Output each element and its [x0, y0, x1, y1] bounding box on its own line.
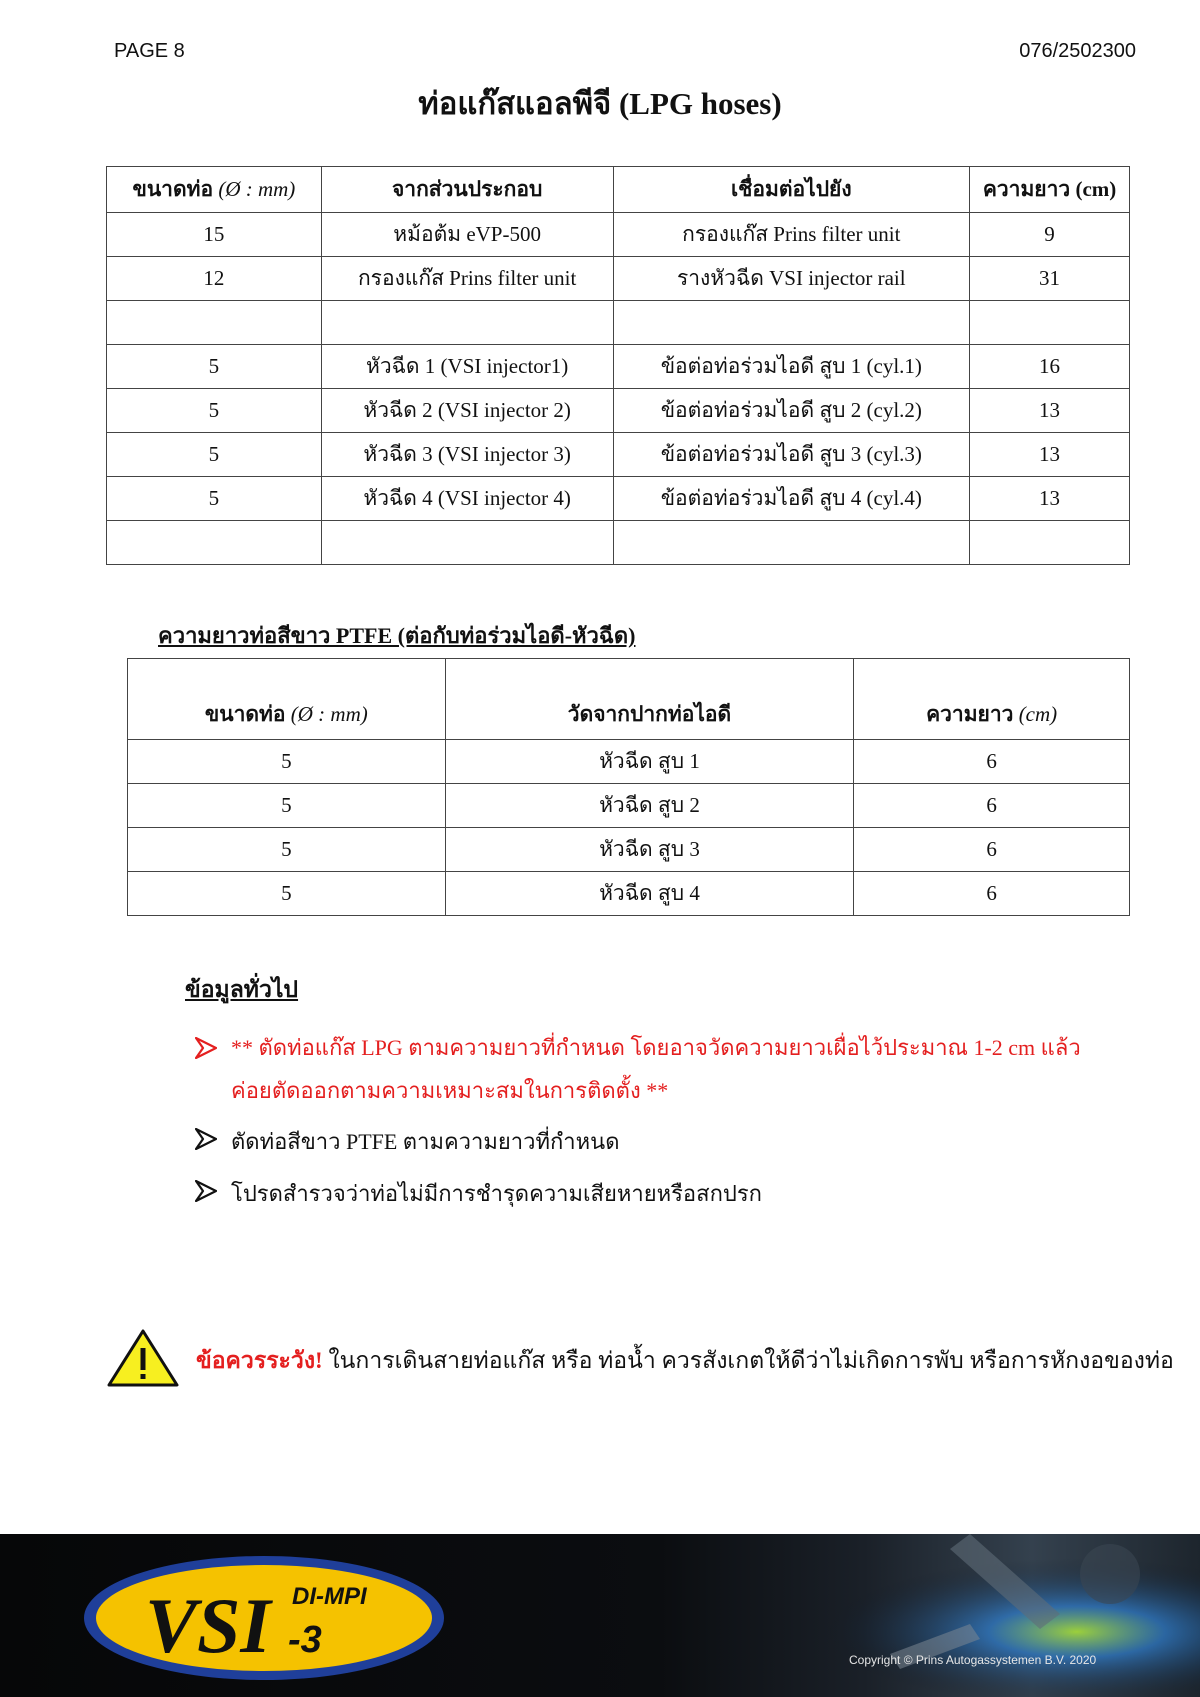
cell-to — [613, 521, 970, 565]
lpg-hoses-table — [106, 166, 1130, 565]
cell-size: 5 — [128, 828, 446, 872]
cell-length: 13 — [970, 477, 1130, 521]
table-row — [107, 257, 1130, 301]
document-number: 076/2502300 — [1019, 40, 1136, 62]
cell-size: 5 — [107, 477, 322, 521]
list-item — [195, 1026, 1095, 1112]
cell-to: รางหัวฉีด VSI injector rail — [613, 257, 970, 301]
cell-length: 6 — [854, 784, 1130, 828]
cell-size — [107, 521, 322, 565]
cell-to: ข้อต่อท่อร่วมไอดี สูบ 1 (cyl.1) — [613, 345, 970, 389]
general-info-title: ข้อมูลทั่วไป — [185, 977, 299, 1002]
page-title: ท่อแก๊สแอลพีจี (LPG hoses) — [418, 86, 782, 121]
footer-banner — [0, 1534, 1200, 1697]
table-row — [107, 213, 1130, 257]
table-row — [128, 784, 1130, 828]
cell-from: หัวฉีด 1 (VSI injector1) — [321, 345, 613, 389]
cell-size: 5 — [107, 345, 322, 389]
cell-from: หม้อต้ม eVP-500 — [321, 213, 613, 257]
cell-from — [321, 301, 613, 345]
cell-size: 5 — [107, 389, 322, 433]
cell-from: หัวฉีด 2 (VSI injector 2) — [321, 389, 613, 433]
arrow-bullet-icon — [195, 1026, 231, 1112]
cell-to: ข้อต่อท่อร่วมไอดี สูบ 2 (cyl.2) — [613, 389, 970, 433]
bullet-text: โปรดสำรวจว่าท่อไม่มีการชำรุดความเสียหายหรือสกปรก — [231, 1181, 762, 1206]
cell-from: กรองแก๊ส Prins filter unit — [321, 257, 613, 301]
cell-measure-from: หัวฉีด สูบ 4 — [445, 872, 854, 916]
header-length: ความยาว (cm) — [854, 659, 1130, 740]
ptfe-section-title: ความยาวท่อสีขาว PTFE (ต่อกับท่อร่วมไอดี-หัวฉีด) — [158, 623, 636, 648]
header-length: ความยาว (cm) — [970, 167, 1130, 213]
cell-size: 15 — [107, 213, 322, 257]
warning-triangle-icon — [106, 1328, 180, 1393]
cell-length: 6 — [854, 828, 1130, 872]
cell-size: 5 — [128, 740, 446, 784]
logo-suffix: -3 — [288, 1619, 322, 1661]
copyright-text: Copyright © Prins Autogassystemen B.V. 2020 — [849, 1653, 1097, 1667]
table-row — [107, 389, 1130, 433]
cell-length: 9 — [970, 213, 1130, 257]
bullet-text: ตัดท่อสีขาว PTFE ตามความยาวที่กำหนด — [231, 1129, 620, 1154]
table-header-row — [128, 659, 1130, 740]
engine-image — [640, 1534, 1200, 1697]
cell-from: หัวฉีด 3 (VSI injector 3) — [321, 433, 613, 477]
page-number: PAGE 8 — [114, 40, 185, 62]
header-from: จากส่วนประกอบ — [321, 167, 613, 213]
cell-to — [613, 301, 970, 345]
arrow-bullet-icon — [195, 1176, 231, 1211]
cell-length — [970, 521, 1130, 565]
table-row — [128, 872, 1130, 916]
table-row — [107, 477, 1130, 521]
cell-size: 5 — [128, 784, 446, 828]
list-item — [195, 1176, 762, 1211]
header-size: ขนาดท่อ (Ø : mm) — [128, 659, 446, 740]
cell-length: 13 — [970, 389, 1130, 433]
cell-length: 13 — [970, 433, 1130, 477]
cell-measure-from: หัวฉีด สูบ 3 — [445, 828, 854, 872]
cell-from: หัวฉีด 4 (VSI injector 4) — [321, 477, 613, 521]
vsi-logo — [0, 1534, 460, 1697]
table-row — [107, 521, 1130, 565]
warning-note — [106, 1328, 1174, 1393]
arrow-bullet-icon — [195, 1124, 231, 1159]
cell-length: 6 — [854, 872, 1130, 916]
header-measure-from: วัดจากปากท่อไอดี — [445, 659, 854, 740]
logo-superscript: DI-MPI — [292, 1583, 367, 1610]
warning-text: ข้อควรระวัง! ในการเดินสายท่อแก๊ส หรือ ท่อน้ำ ควรสังเกตให้ดีว่าไม่เกิดการพับ หรือการหักงอของท่อ — [196, 1347, 1174, 1373]
cell-measure-from: หัวฉีด สูบ 1 — [445, 740, 854, 784]
cell-length: 16 — [970, 345, 1130, 389]
table-row — [107, 301, 1130, 345]
cell-measure-from: หัวฉีด สูบ 2 — [445, 784, 854, 828]
cell-length: 31 — [970, 257, 1130, 301]
cell-size: 12 — [107, 257, 322, 301]
table-row — [107, 433, 1130, 477]
cell-length — [970, 301, 1130, 345]
table-row — [128, 740, 1130, 784]
list-item — [195, 1124, 619, 1159]
table-row — [107, 345, 1130, 389]
bullet-text: ** ตัดท่อแก๊ส LPG ตามความยาวที่กำหนด โดยอาจวัดความยาวเผื่อไว้ประมาณ 1-2 cm แล้วค่อยตัดออกตามความเหมาะสมในการติดตั้ง ** — [231, 1035, 1081, 1103]
cell-from — [321, 521, 613, 565]
cell-size: 5 — [128, 872, 446, 916]
table-row — [128, 828, 1130, 872]
header-to: เชื่อมต่อไปยัง — [613, 167, 970, 213]
logo-text: VSI — [145, 1582, 271, 1669]
cell-to: กรองแก๊ส Prins filter unit — [613, 213, 970, 257]
table-header-row — [107, 167, 1130, 213]
ptfe-length-table — [127, 658, 1130, 916]
cell-to: ข้อต่อท่อร่วมไอดี สูบ 3 (cyl.3) — [613, 433, 970, 477]
cell-to: ข้อต่อท่อร่วมไอดี สูบ 4 (cyl.4) — [613, 477, 970, 521]
cell-size — [107, 301, 322, 345]
cell-size: 5 — [107, 433, 322, 477]
cell-length: 6 — [854, 740, 1130, 784]
header-size: ขนาดท่อ (Ø : mm) — [107, 167, 322, 213]
